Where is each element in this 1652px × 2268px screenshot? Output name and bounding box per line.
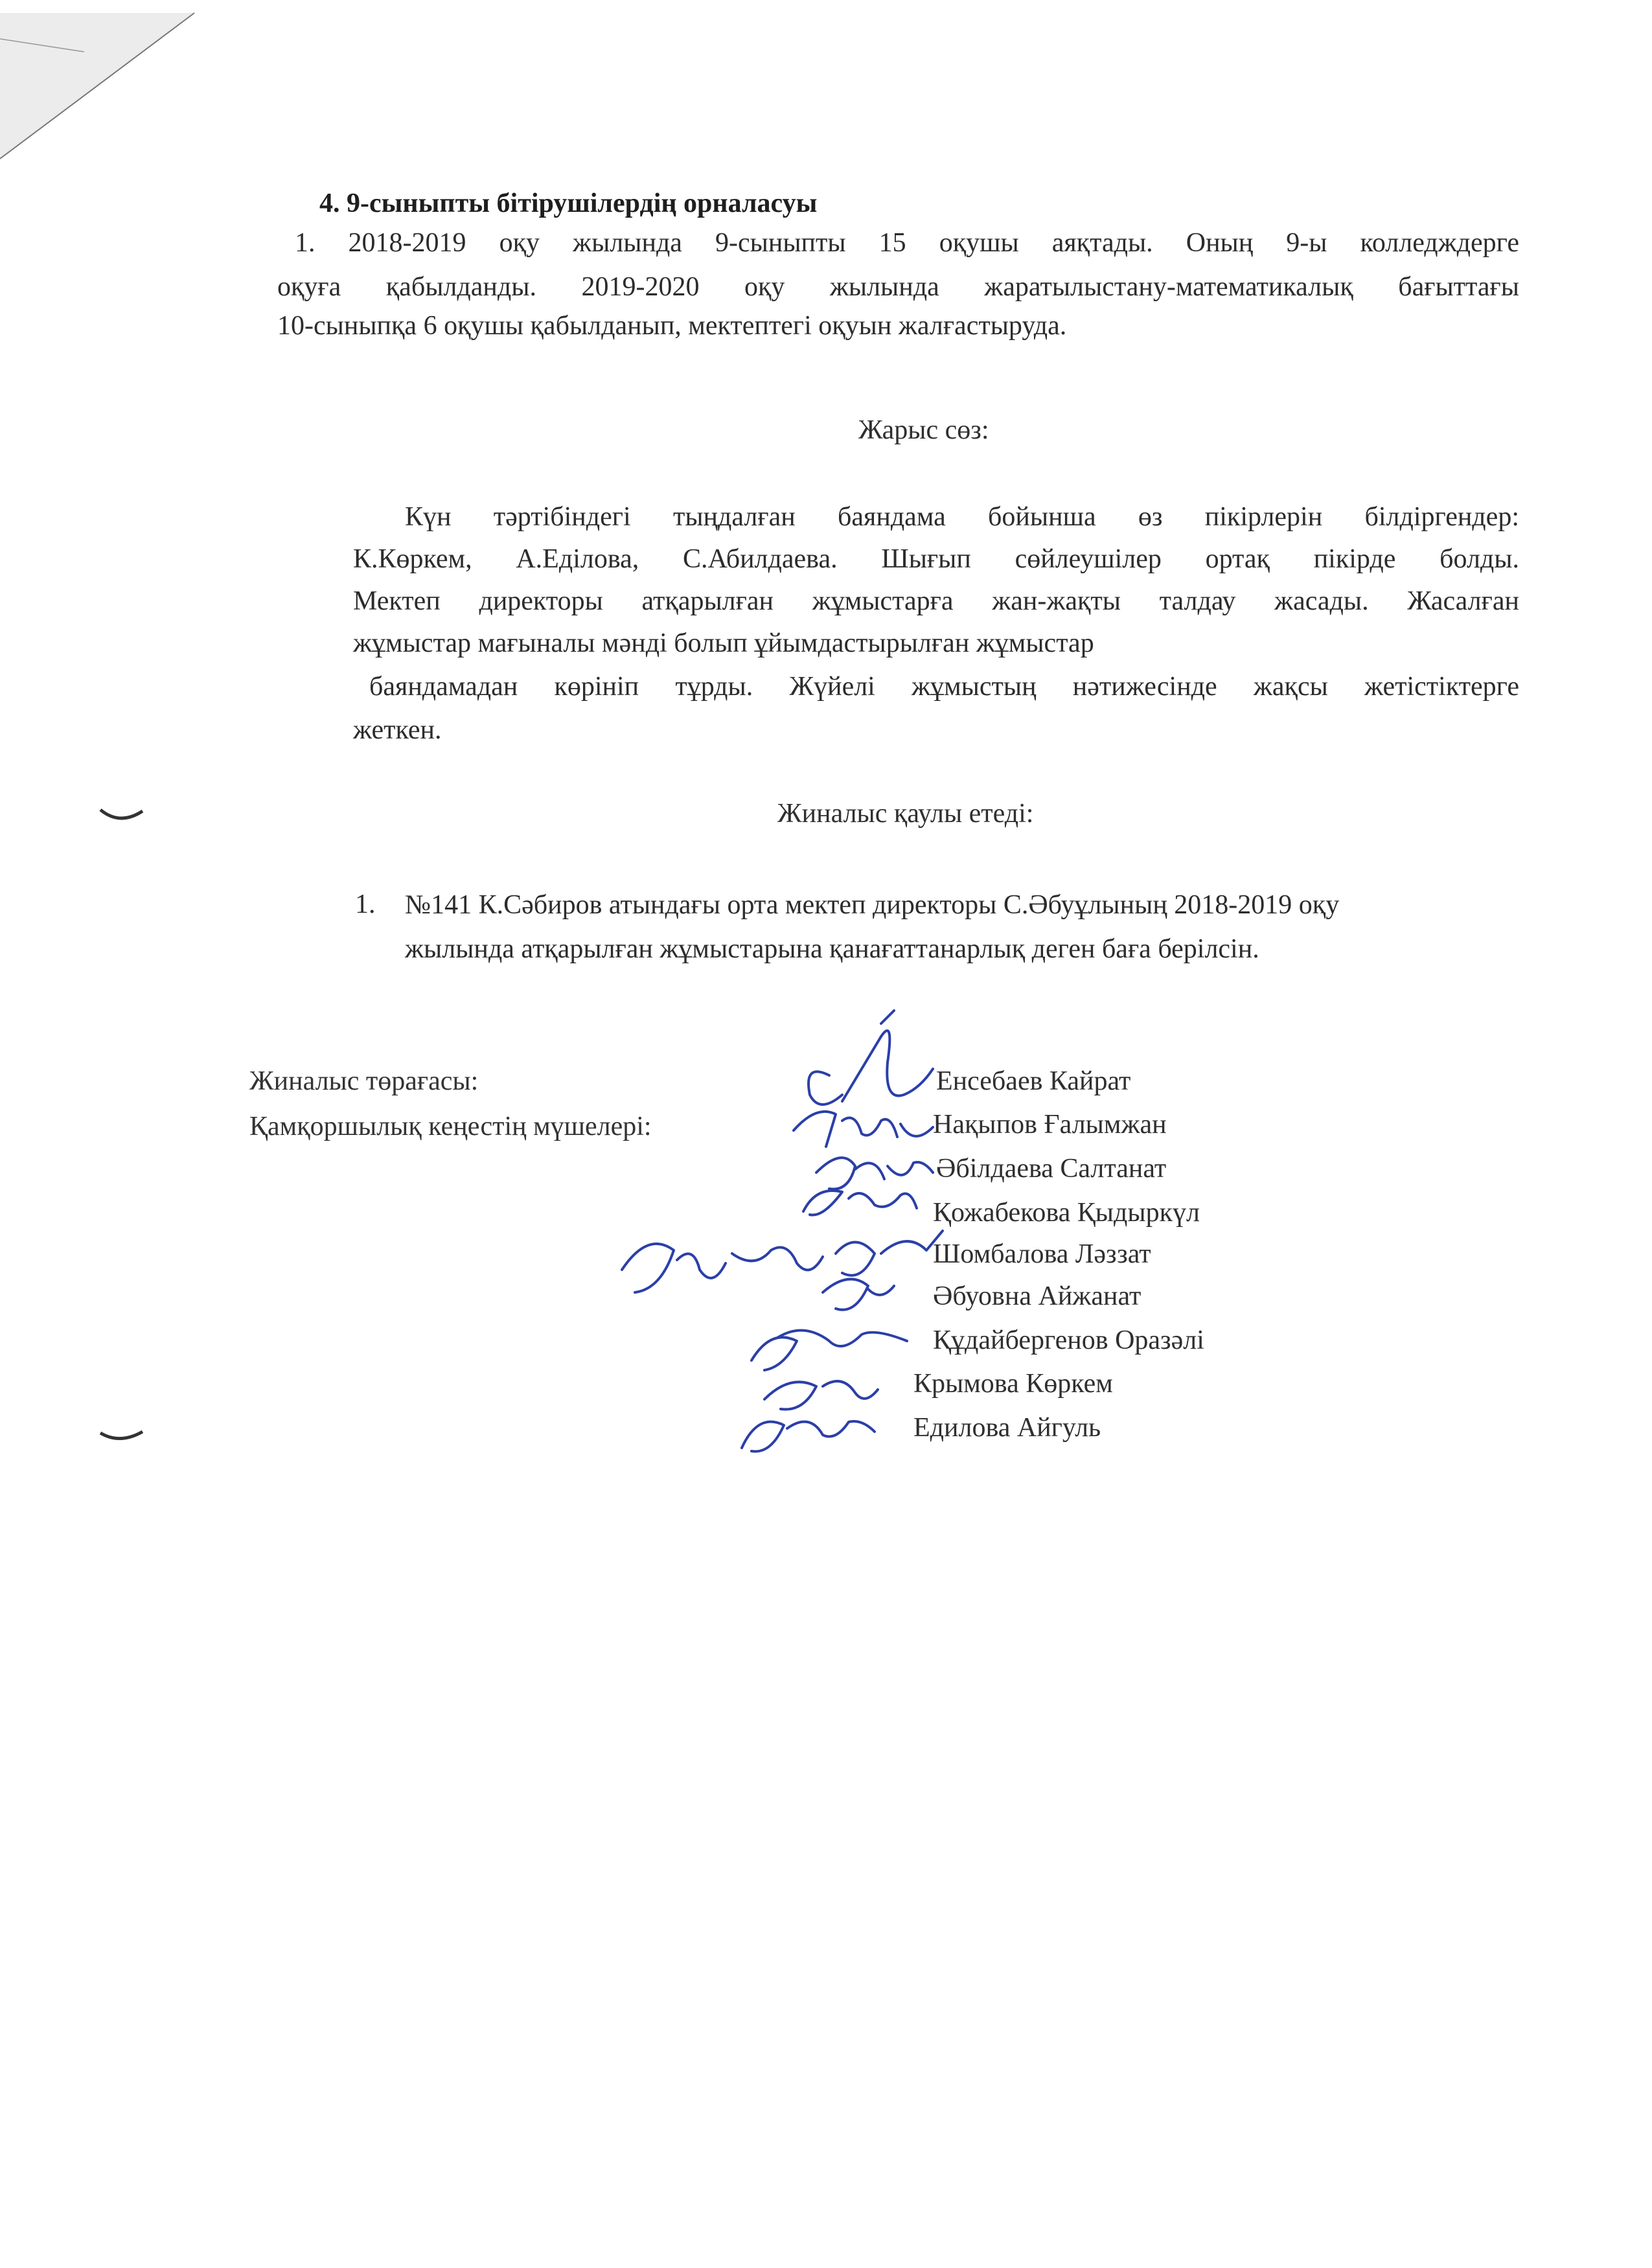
member-name: Енсебаев Кайрат xyxy=(936,1066,1131,1096)
resolution-item-number: 1. xyxy=(355,889,376,919)
punch-hole-lower xyxy=(97,1425,149,1451)
discussion-line-5: баяндамадан көрініп тұрды. Жүйелі жұмыстың нәтижесінде жақсы жетістіктерге xyxy=(369,672,1519,702)
member-name: Крымова Көркем xyxy=(913,1369,1113,1399)
resolution-line-2: жылында атқарылған жұмыстарына қанағаттанарлық деген баға берілсін. xyxy=(405,934,1259,964)
discussion-title: Жарыс сөз: xyxy=(858,415,989,445)
member-name: Құдайбергенов Оразәлі xyxy=(933,1325,1204,1355)
member-name: Қожабекова Қыдыркүл xyxy=(933,1198,1200,1228)
member-name: Едилова Айгуль xyxy=(913,1413,1101,1443)
member-name: Әбілдаева Салтанат xyxy=(936,1154,1167,1184)
signature-mark xyxy=(836,1231,943,1276)
resolution-line-1: №141 К.Сәбиров атындағы орта мектеп директоры С.Әбуұлының 2018-2019 оқу xyxy=(405,890,1340,920)
chair-label: Жиналыс төрағасы: xyxy=(249,1066,479,1096)
section-line-2: оқуға қабылданды. 2019-2020 оқу жылында жаратылыстану-математикалық бағыттағы xyxy=(277,272,1519,302)
discussion-line-2: К.Көркем, А.Еділова, С.Абилдаева. Шығып сөйлеушілер ортақ пікірде болды. xyxy=(353,544,1519,574)
signature-mark xyxy=(809,1031,933,1105)
signature-mark xyxy=(751,1331,907,1370)
punch-hole-upper xyxy=(97,803,149,829)
discussion-line-3: Мектеп директоры атқарылған жұмыстарға жан-жақты талдау жасады. Жасалған xyxy=(353,586,1519,616)
scan-edge-artifact xyxy=(0,0,214,168)
signature-mark xyxy=(816,1158,933,1189)
section-line-3: 10-сыныпқа 6 оқушы қабылданып, мектептегі оқуын жалғастыруда. xyxy=(277,311,1067,341)
discussion-line-1: Күн тәртібіндегі тыңдалған баяндама бойынша өз пікірлерін білдіргендер: xyxy=(405,502,1519,532)
section-heading: 4. 9-сыныпты бітірушілердің орналасуы xyxy=(319,189,818,218)
signature-mark xyxy=(823,1279,894,1310)
signature-mark xyxy=(742,1421,875,1452)
member-name: Шомбалова Ләззат xyxy=(933,1239,1151,1269)
member-name: Нақыпов Ғалымжан xyxy=(933,1110,1167,1140)
signature-mark xyxy=(622,1244,823,1292)
member-name: Әбуовна Айжанат xyxy=(933,1281,1141,1311)
signature-mark xyxy=(794,1112,933,1147)
signature-mark xyxy=(764,1381,878,1410)
signature-mark xyxy=(881,1011,894,1024)
signature-mark xyxy=(803,1191,917,1215)
discussion-line-6: жеткен. xyxy=(353,715,442,745)
resolution-title: Жиналыс қаулы етеді: xyxy=(777,799,1034,829)
discussion-line-4: жұмыстар мағыналы мәнді болып ұйымдастырылған жұмыстар xyxy=(353,628,1094,658)
council-label: Қамқоршылық кеңестің мүшелері: xyxy=(249,1112,652,1141)
section-line-1: 1. 2018-2019 оқу жылында 9-сыныпты 15 оқушы аяқтады. Оның 9-ы колледждерге xyxy=(295,228,1519,258)
